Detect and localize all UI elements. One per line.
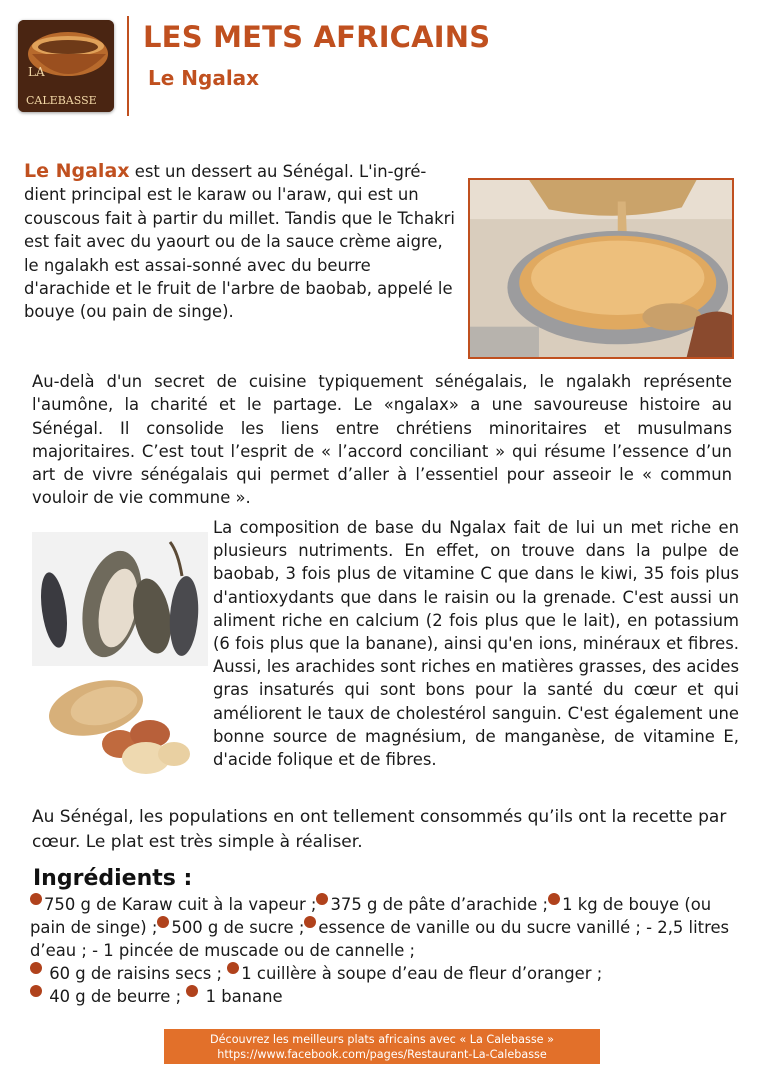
ingredients-heading: Ingrédients :	[33, 866, 193, 891]
bullet-dot-icon	[30, 985, 42, 997]
bullet-dot-icon	[304, 916, 316, 928]
ingredient-item: 1 cuillère à soupe d’eau de fleur d’oranger ;	[241, 964, 603, 984]
bullet-dot-icon	[30, 962, 42, 974]
bullet-dot-icon	[30, 893, 42, 905]
ingredients-list	[30, 893, 740, 1008]
logo-text-calebasse: CALEBASSE	[26, 94, 97, 107]
logo-text-la: LA	[28, 65, 45, 79]
footer-facebook-link[interactable]: https://www.facebook.com/pages/Restaurant-La-Calebasse	[217, 1048, 547, 1061]
footer-banner	[164, 1029, 600, 1064]
ingredient-item: essence de vanille ou du sucre vanillé ; - 2,5 litres d’eau ; - 1 pincée de muscade ou de cannelle ;	[30, 918, 730, 961]
intro-paragraph	[24, 160, 456, 324]
baobab-fruit-photo	[32, 532, 208, 666]
ingredient-item: 750 g de Karaw cuit à la vapeur ;	[44, 895, 317, 914]
ngalax-pouring-photo	[468, 178, 734, 359]
footer-promo-text: Découvrez les meilleurs plats africains avec « La Calebasse »	[210, 1033, 554, 1046]
history-paragraph: Au-delà d'un secret de cuisine typiquement sénégalais, le ngalakh représente l'aumône, la charité et le partage. Le «ngalax» a une savoureuse histoire au Sénégal. Il consolide les liens entre chrétiens minoritaires et musulmans majoritaires. C’est tout l’esprit de « l’accord conciliant » qui résume l’essence d’un art de vivre sénégalais qui permet d’aller à l’essentiel pour asseoir le « commun vouloir de vie commune ».	[32, 372, 732, 508]
page-subtitle: Le Ngalax	[148, 66, 260, 90]
ingredient-item: 500 g de sucre ;	[171, 918, 305, 938]
ingredient-item: 1 banane	[205, 987, 283, 1007]
bullet-dot-icon	[227, 962, 239, 974]
ingredient-item: 1 kg de bouye (ou pain de singe) ;	[30, 895, 712, 938]
peanuts-photo	[40, 670, 200, 780]
bullet-dot-icon	[316, 893, 328, 905]
intro-lead: Le Ngalax	[24, 160, 130, 182]
intro-text: est un dessert au Sénégal. L'in-gré-dient principal est le karaw ou l'araw, qui est un couscous fait à partir du millet. Tandis que le Tchakri est fait avec du yaourt ou de la sauce crème aigre, le ngalakh est assai-sonné avec du beurre d'arachide et le fruit de l'arbre de baobab, appelé le bouye (ou pain de singe).	[24, 162, 455, 322]
header-divider	[127, 16, 129, 116]
nutrition-paragraph: La composition de base du Ngalax fait de lui un met riche en plusieurs nutriments. En effet, on trouve dans la pulpe de baobab, 3 fois plus de vitamine C que dans le kiwi, 35 fois plus d'antioxydants que dans le raisin ou la grenade. C'est aussi un aliment riche en calcium (2 fois plus que le lait), en potassium (6 fois plus que la banane), ainsi qu'en ions, minéraux et fibres. Aussi, les arachides sont riches en matières grasses, des acides gras insaturés qui sont bons pour la santé du cœur et qui améliorent le taux de cholestérol sanguin. C'est également une bonne source de magnésium, de manganèse, de vitamine E, d'acide folique et de fibres.	[213, 518, 739, 770]
bullet-dot-icon	[186, 985, 198, 997]
la-calebasse-logo	[18, 20, 114, 112]
bullet-dot-icon	[548, 893, 560, 905]
page-title: LES METS AFRICAINS	[143, 20, 491, 54]
recipe-intro-paragraph: Au Sénégal, les populations en ont tellement consommés qu’ils ont la recette par cœur. Le plat est très simple à réaliser.	[32, 807, 727, 852]
ingredient-item: 40 g de beurre ;	[49, 987, 182, 1007]
calabash-logo-image	[18, 20, 114, 112]
ingredient-item: 375 g de pâte d’arachide ;	[330, 895, 549, 914]
ingredient-item: 60 g de raisins secs ;	[49, 964, 223, 984]
bullet-dot-icon	[157, 916, 169, 928]
